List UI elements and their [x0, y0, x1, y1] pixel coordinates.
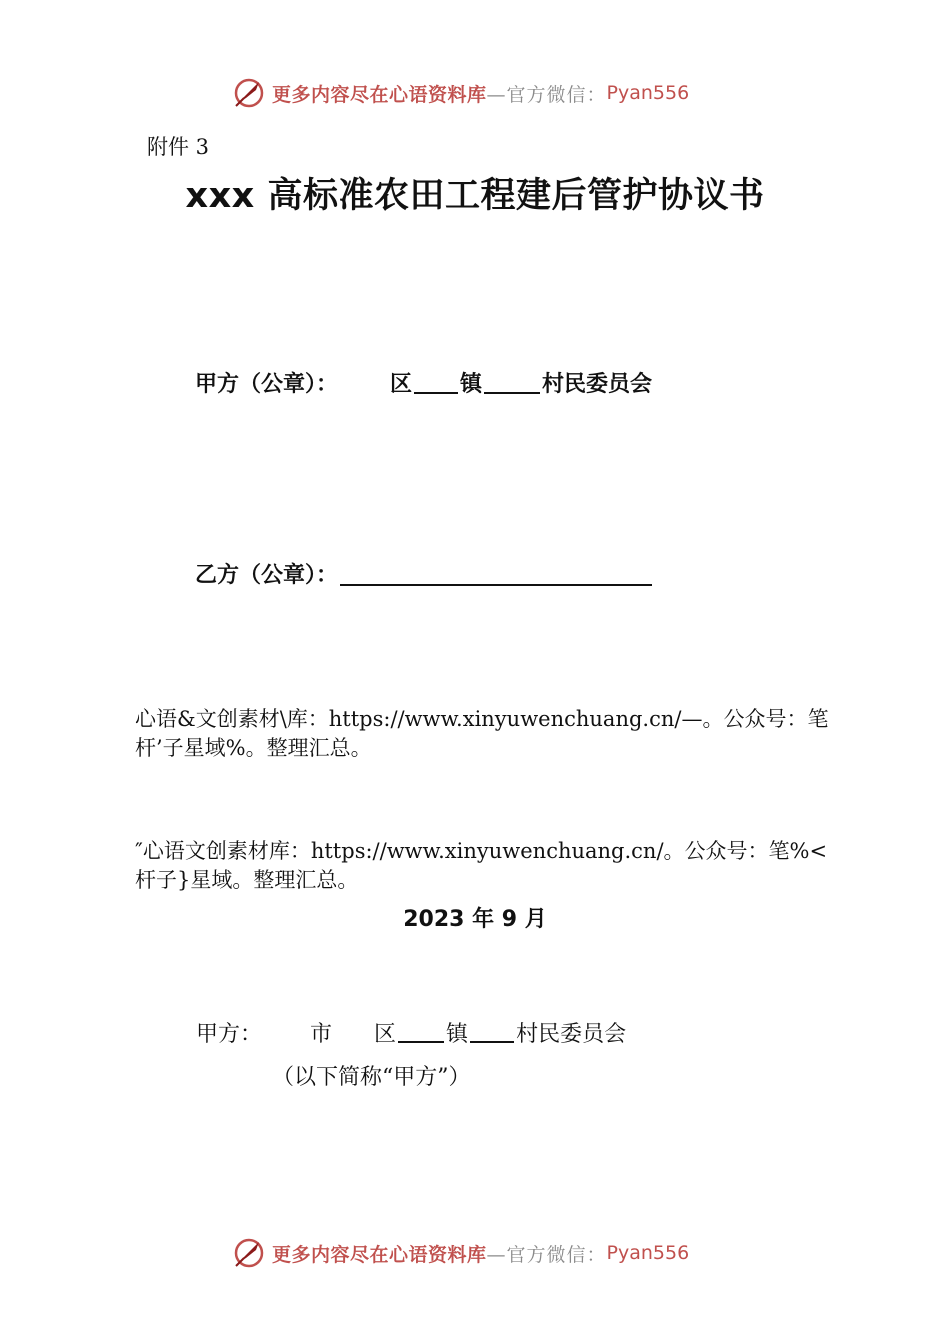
party-a-line — [196, 1017, 626, 1048]
party-a-town: 镇 — [460, 372, 483, 397]
party-a-line-town: 镇 — [446, 1022, 469, 1047]
watermark-paragraph-2: ″心语文创素材库：https://www.xinyuwenchuang.cn/。公众号：笔%<杆子}星域。整理汇总。 — [135, 839, 828, 892]
quill-logo-icon — [232, 76, 266, 110]
party-a-short-name: （以下简称“甲方”） — [272, 1065, 471, 1090]
header-banner — [232, 73, 689, 113]
town-blank — [484, 392, 540, 394]
footer-banner — [232, 1233, 689, 1273]
party-a-village: 村民委员会 — [542, 372, 653, 397]
banner-wechat-id: Pyan556 — [606, 1242, 690, 1264]
party-b-blank — [340, 584, 652, 586]
party-a-line-district: 区 — [374, 1022, 397, 1047]
banner-text: 更多内容尽在心语资料库 — [272, 1243, 487, 1266]
party-b-seal-line — [195, 558, 654, 589]
party-a-label: 甲方（公章）： — [195, 372, 339, 397]
quill-logo-icon — [232, 1236, 266, 1270]
attachment-label: 附件 3 — [147, 135, 210, 159]
banner-text: 更多内容尽在心语资料库 — [272, 83, 487, 106]
district-blank — [398, 1041, 444, 1043]
town-blank — [470, 1041, 514, 1043]
party-a-line-village: 村民委员会 — [516, 1022, 627, 1047]
banner-wechat-label: —官方微信： — [486, 1243, 607, 1266]
party-a-seal-line — [195, 367, 652, 398]
document-date: 2023 年 9 月 — [403, 907, 547, 932]
party-a-line-city: 市 — [310, 1022, 333, 1047]
district-blank — [414, 392, 458, 394]
party-a-line-label: 甲方： — [196, 1022, 263, 1047]
banner-wechat-id: Pyan556 — [606, 82, 690, 104]
banner-wechat-label: —官方微信： — [486, 83, 607, 106]
document-title: xxx 高标准农田工程建后管护协议书 — [185, 176, 765, 216]
watermark-paragraph-1: 心语&文创素材\库：https://www.xinyuwenchuang.cn/—。公众号：笔杆’子星域%。整理汇总。 — [135, 707, 829, 760]
party-a-district: 区 — [390, 372, 413, 397]
party-b-label: 乙方（公章）： — [195, 563, 339, 588]
